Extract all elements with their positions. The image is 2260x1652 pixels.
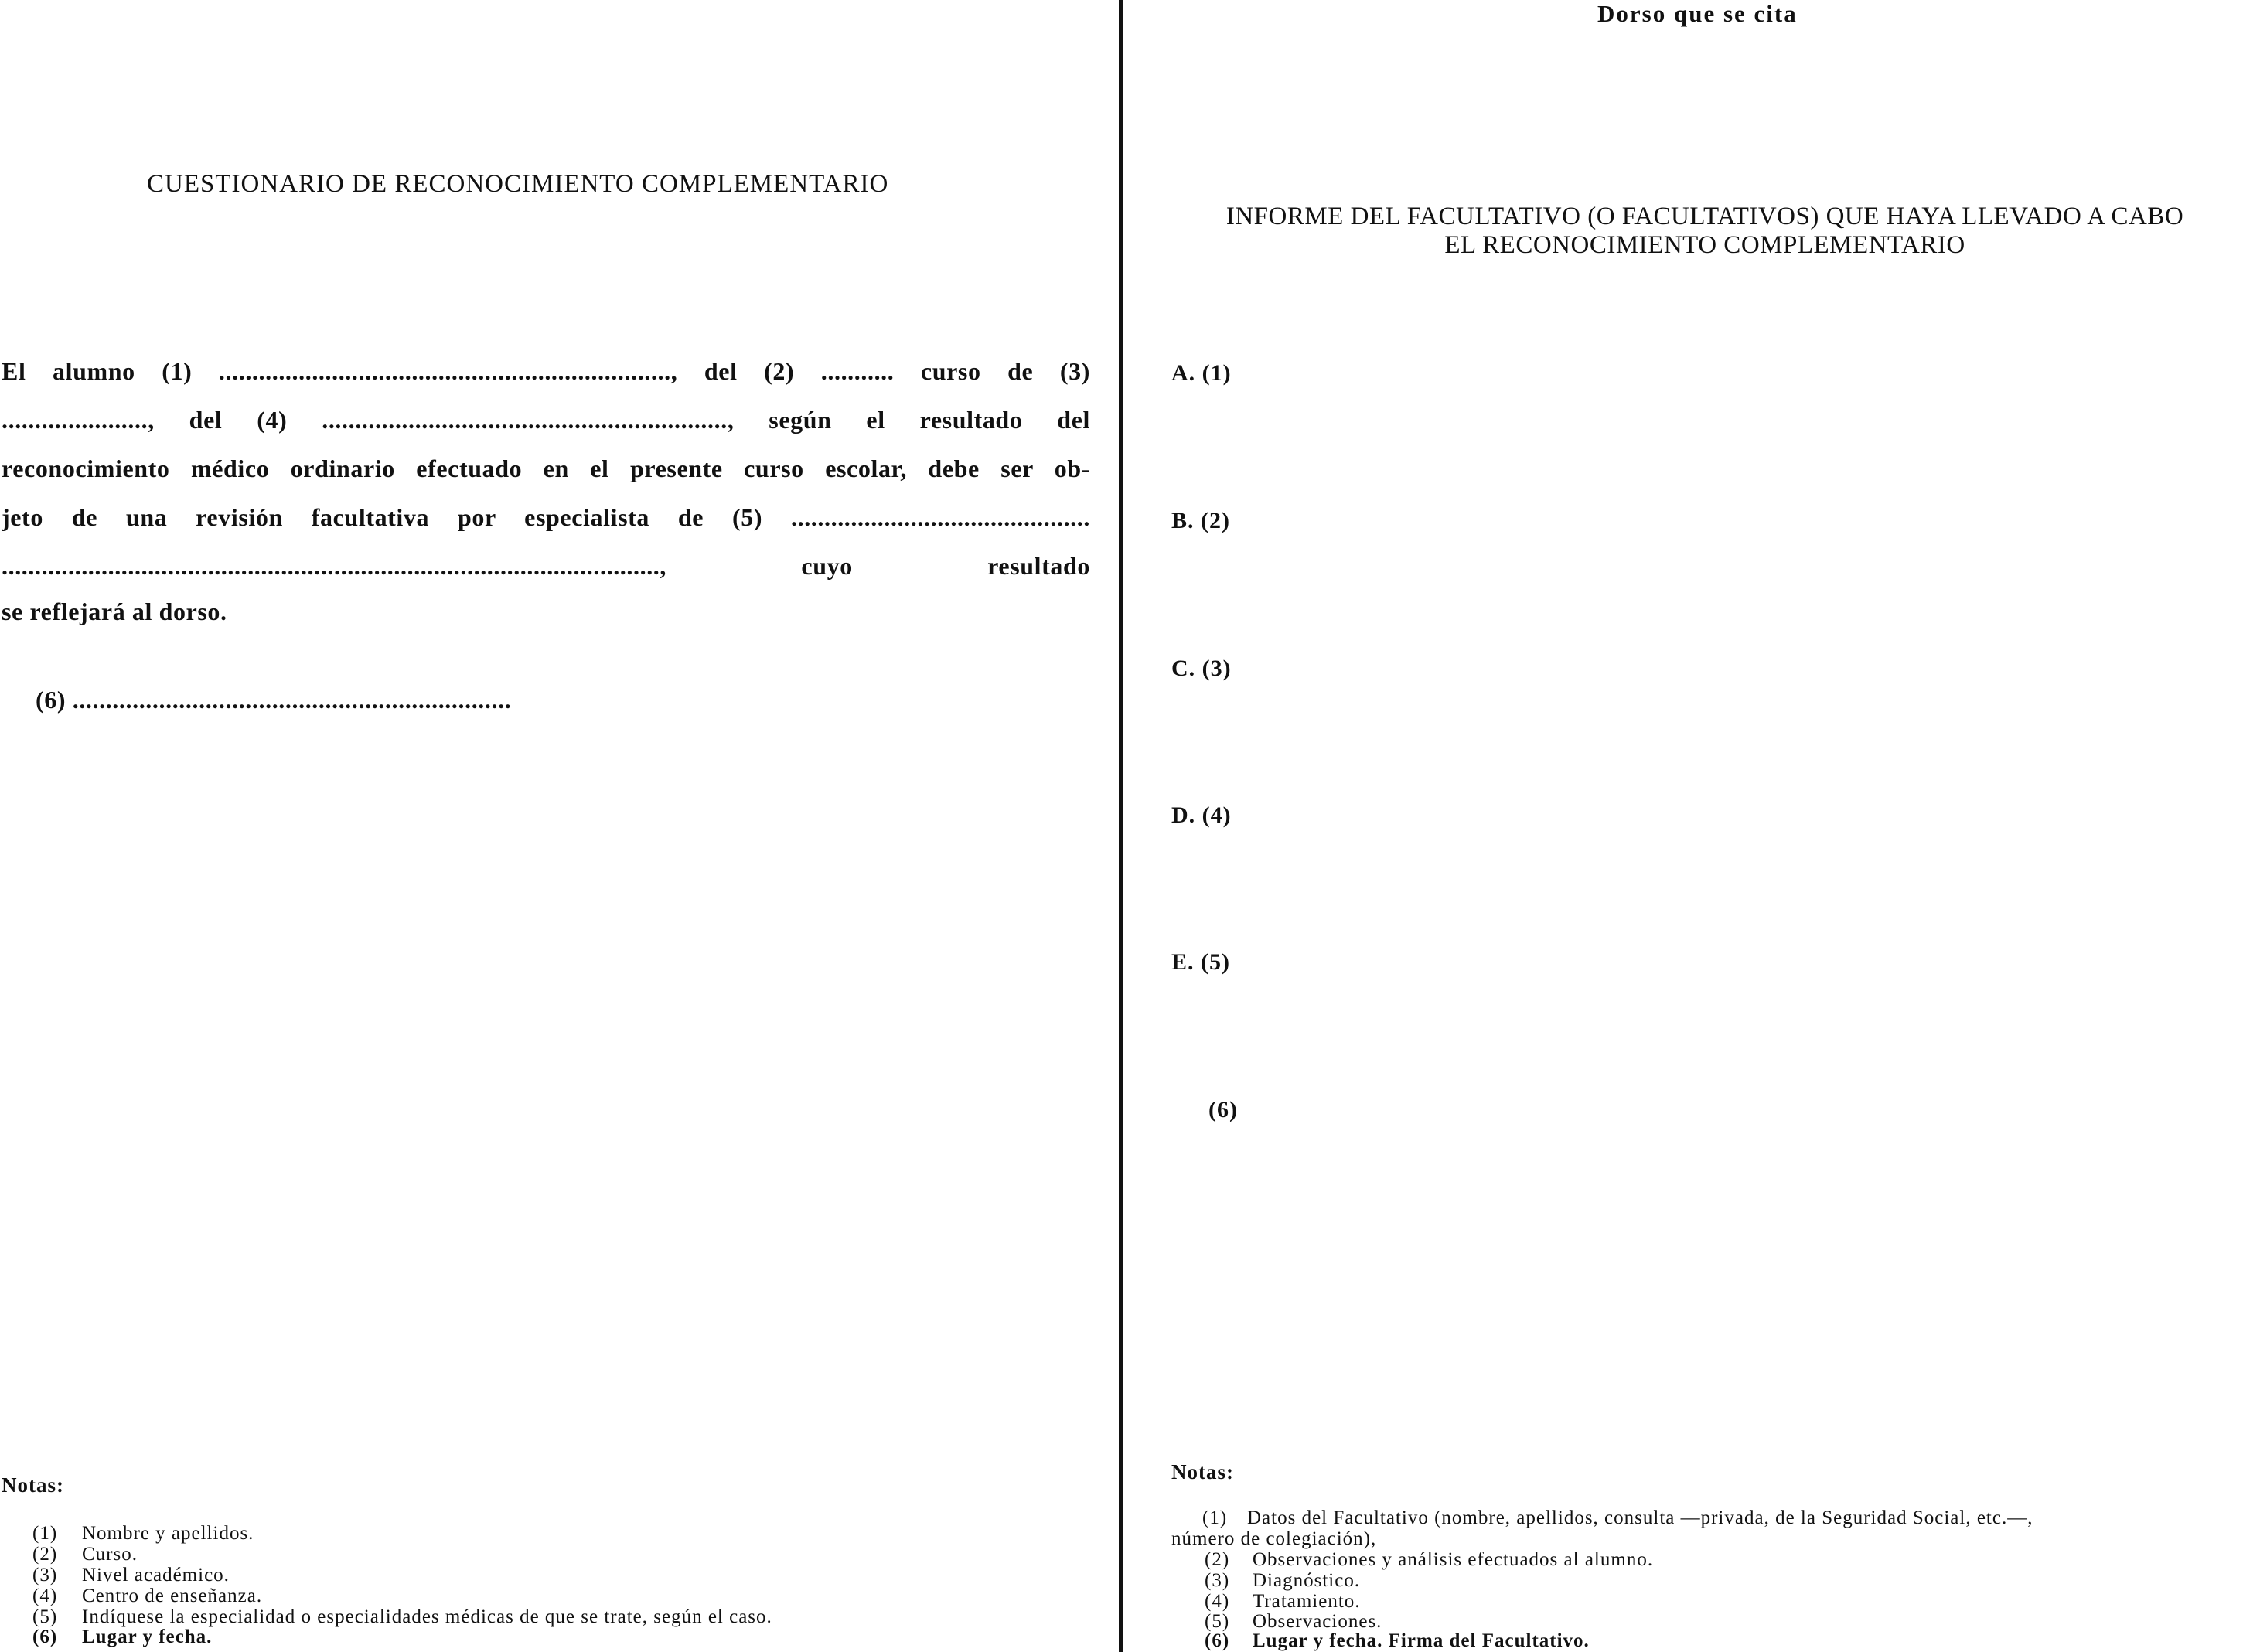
body-line-1: El alumno (1) ...................................................................., del (2) ........... curso de (3) <box>2 357 1090 385</box>
note-text: Diagnóstico. <box>1253 1570 1361 1591</box>
section-c-label: C. (3) <box>1171 656 1232 681</box>
section-6-label: (6) <box>1208 1097 1238 1122</box>
right-note-1 <box>1202 1507 2033 1528</box>
report-title-line-1: INFORME DEL FACULTATIVO (O FACULTATIVOS) QUE HAYA LLEVADO A CABO <box>1225 203 2184 230</box>
note-text: Nombre y apellidos. <box>82 1523 254 1544</box>
note-number: (4) <box>32 1586 58 1606</box>
body-line-2: ......................, del (4) ............................................................., según el resultado del <box>2 406 1090 434</box>
right-note-3 <box>1205 1570 1360 1591</box>
note-text: Nivel académico. <box>82 1565 230 1586</box>
note-text: Lugar y fecha. <box>82 1626 213 1647</box>
right-note-5 <box>1205 1611 1382 1632</box>
report-title-line-2: EL RECONOCIMIENTO COMPLEMENTARIO <box>1444 231 1965 259</box>
note-text: Centro de enseñanza. <box>82 1586 263 1606</box>
note-number: (5) <box>1205 1611 1230 1632</box>
left-note-3 <box>32 1565 230 1586</box>
note-number: (3) <box>1205 1570 1230 1591</box>
section-d-label: D. (4) <box>1171 802 1232 828</box>
section-e-label: E. (5) <box>1171 949 1230 975</box>
note-number: (2) <box>32 1544 58 1565</box>
right-note-1-continued <box>1171 1528 1376 1549</box>
note-text: Observaciones y análisis efectuados al alumno. <box>1253 1549 1654 1570</box>
body-line-4: jeto de una revisión facultativa por especialista de (5) ............................................. <box>2 503 1090 531</box>
body-line-3: reconocimiento médico ordinario efectuado en el presente curso escolar, debe ser ob- <box>2 455 1090 482</box>
left-note-5 <box>32 1606 772 1627</box>
note-text: Curso. <box>82 1544 138 1565</box>
left-note-4 <box>32 1586 262 1606</box>
note-text: Lugar y fecha. Firma del Facultativo. <box>1253 1630 1590 1651</box>
note-number: (4) <box>1205 1591 1230 1612</box>
note-text: número de colegiación), <box>1171 1528 1377 1549</box>
right-notes-heading: Notas: <box>1171 1460 1234 1483</box>
note-number: (5) <box>32 1606 58 1627</box>
left-note-6 <box>32 1626 212 1647</box>
note-number: (2) <box>1205 1549 1230 1570</box>
note-number: (1) <box>32 1523 58 1544</box>
section-b-label: B. (2) <box>1171 508 1230 533</box>
left-note-1 <box>32 1523 254 1544</box>
body-line-5: ..................................................................................................., cuyo resultado <box>2 552 1090 580</box>
left-note-2 <box>32 1544 138 1565</box>
note-text: Datos del Facultativo (nombre, apellidos, consulta —privada, de la Seguridad Social, etc.—, <box>1247 1507 2033 1528</box>
right-note-6 <box>1205 1630 1590 1651</box>
note-text: Tratamiento. <box>1253 1591 1361 1612</box>
right-note-2 <box>1205 1549 1653 1570</box>
back-page-header: Dorso que se cita <box>1597 0 1798 27</box>
page-divider <box>1119 0 1123 1652</box>
left-notes-heading: Notas: <box>2 1473 64 1497</box>
body-line-6: se reflejará al dorso. <box>2 598 227 625</box>
note-text: Indíquese la especialidad o especialidades médicas de que se trate, según el caso. <box>82 1606 772 1627</box>
note-number: (6) <box>32 1626 58 1647</box>
place-date-line: (6) .................................................................. <box>36 686 512 714</box>
questionnaire-title: CUESTIONARIO DE RECONOCIMIENTO COMPLEMENTARIO <box>147 170 889 198</box>
section-a-label: A. (1) <box>1171 360 1232 386</box>
note-text: Observaciones. <box>1253 1611 1382 1632</box>
note-number: (3) <box>32 1565 58 1586</box>
note-number: (6) <box>1205 1630 1230 1651</box>
note-number: (1) <box>1202 1507 1228 1528</box>
right-note-4 <box>1205 1591 1361 1612</box>
